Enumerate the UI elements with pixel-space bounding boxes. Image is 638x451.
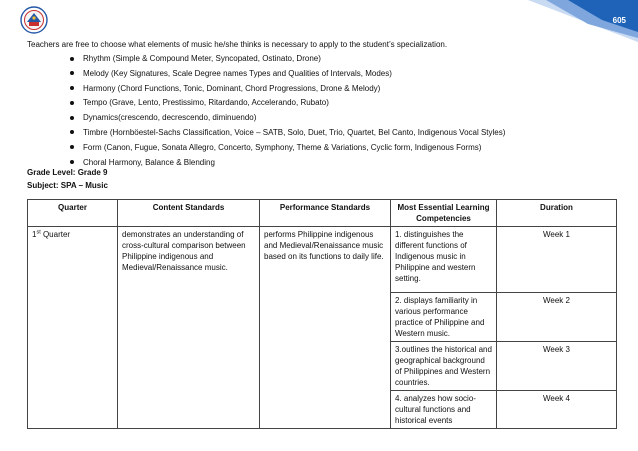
list-item: Form (Canon, Fugue, Sonata Allegro, Concerto, Symphony, Theme & Variations, Cyclic form, Indigenous Forms) (70, 141, 610, 156)
list-item: Melody (Key Signatures, Scale Degree names Types and Qualities of Intervals, Modes) (70, 67, 610, 82)
table-header-row (28, 200, 617, 227)
list-item: Dynamics(crescendo, decrescendo, diminuendo) (70, 111, 610, 126)
competency-cell: 2. displays familiarity in various performance practice of Philippine and Western music. (391, 293, 497, 342)
competency-cell: 1. distinguishes the different functions of Indigenous music in Philippine and western setting. (391, 227, 497, 293)
content-standard-cell: demonstrates an understanding of cross-cultural comparison between Philippine indigenous and Medieval/Renaissance music. (118, 227, 260, 429)
competency-cell: 4. analyzes how socio-cultural functions and historical events (391, 391, 497, 429)
header-quarter: Quarter (28, 200, 118, 227)
music-elements-list (70, 52, 610, 170)
header-competencies: Most Essential Learning Competencies (391, 200, 497, 227)
subject-heading: Subject: SPA – Music (27, 181, 108, 190)
grade-level-heading: Grade Level: Grade 9 (27, 168, 108, 177)
duration-cell: Week 1 (497, 227, 617, 293)
header-duration: Duration (497, 200, 617, 227)
performance-standard-cell: performs Philippine indigenous and Medieval/Renaissance music based on its functions to daily life. (260, 227, 391, 429)
header-performance-standards: Performance Standards (260, 200, 391, 227)
duration-cell: Week 3 (497, 342, 617, 391)
duration-cell: Week 2 (497, 293, 617, 342)
list-item: Tempo (Grave, Lento, Prestissimo, Ritardando, Accelerando, Rubato) (70, 96, 610, 111)
list-item: Timbre (Hornböestel-Sachs Classification, Voice – SATB, Solo, Duet, Trio, Quartet, Bel Canto, Indigenous Vocal Styles) (70, 126, 610, 141)
list-item: Harmony (Chord Functions, Tonic, Dominant, Chord Progressions, Drone & Melody) (70, 82, 610, 97)
list-item: Choral Harmony, Balance & Blending (70, 156, 610, 171)
competency-cell: 3.outlines the historical and geographical background of Philippines and Western countries. (391, 342, 497, 391)
quarter-ordinal: st (36, 229, 41, 236)
duration-cell: Week 4 (497, 391, 617, 429)
quarter-number: 1 (32, 230, 37, 239)
page-number: 605 (612, 16, 626, 25)
list-item: Rhythm (Simple & Compound Meter, Syncopated, Ostinato, Drone) (70, 52, 610, 67)
quarter-cell (28, 227, 118, 429)
table-row (28, 227, 617, 293)
quarter-label: Quarter (40, 230, 71, 239)
header-content-standards: Content Standards (118, 200, 260, 227)
intro-paragraph: Teachers are free to choose what elements of music he/she thinks is necessary to apply to the student’s specialization. (27, 40, 448, 49)
deped-seal-icon (20, 6, 48, 34)
curriculum-table (27, 199, 617, 429)
